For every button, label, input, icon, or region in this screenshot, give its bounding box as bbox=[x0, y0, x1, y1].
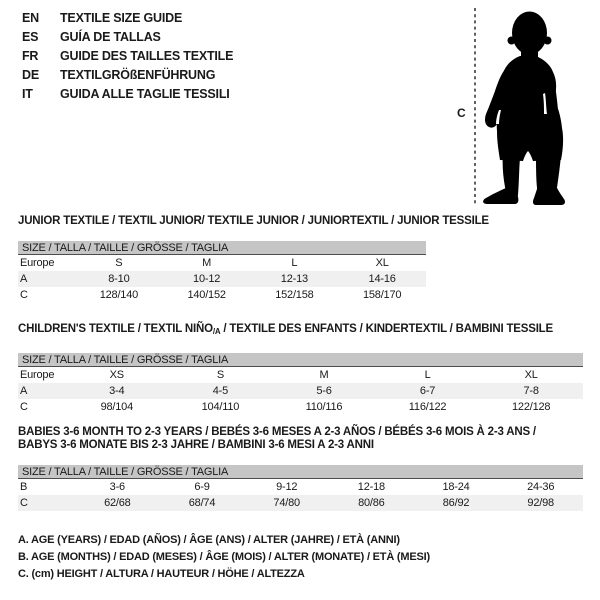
value-cell: 10-12 bbox=[193, 273, 221, 285]
value-cell: 8-10 bbox=[108, 273, 130, 285]
babies-table-title-line1: BABIES 3-6 MONTH TO 2-3 YEARS / BEBÉS 3-6 MESES A 2-3 AÑOS / BÉBÉS 3-6 MOIS À 2-3 ANS / bbox=[18, 426, 536, 438]
language-title: GUIDA ALLE TAGLIE TESSILI bbox=[60, 86, 230, 101]
value-cell: 158/170 bbox=[362, 289, 402, 301]
value-cell: 18-24 bbox=[442, 481, 470, 493]
row-label: C bbox=[20, 497, 28, 509]
legend-a: A. AGE (YEARS) / EDAD (AÑOS) / ÂGE (ANS) / ALTER (JAHRE) / ETÀ (ANNI) bbox=[18, 534, 400, 546]
table-row-months bbox=[18, 479, 583, 495]
title-subscript: /A bbox=[212, 327, 221, 336]
value-cell: 9-12 bbox=[276, 481, 298, 493]
height-measure-label: C bbox=[457, 106, 466, 120]
language-title: TEXTILE SIZE GUIDE bbox=[60, 10, 183, 25]
row-label: A bbox=[20, 273, 28, 285]
value-cell: 116/122 bbox=[408, 401, 447, 413]
value-cell: 12-18 bbox=[357, 481, 385, 493]
value-cell: 3-4 bbox=[109, 385, 125, 397]
value-cell: 6-7 bbox=[419, 385, 436, 397]
value-cell: 86/92 bbox=[442, 497, 470, 509]
size-cell: S bbox=[115, 257, 123, 269]
table-row-age bbox=[18, 383, 583, 399]
size-header-bar: SIZE / TALLA / TAILLE / GRÖSSE / TAGLIA bbox=[18, 353, 583, 367]
childrens-textile-table bbox=[18, 323, 583, 415]
value-cell: 24-36 bbox=[527, 481, 555, 493]
table-row-height bbox=[18, 495, 583, 511]
language-row-fr bbox=[22, 46, 233, 65]
table-row-europe bbox=[18, 255, 426, 271]
value-cell: 14-16 bbox=[368, 273, 396, 285]
size-cell: L bbox=[424, 369, 431, 381]
value-cell: 92/98 bbox=[527, 497, 554, 509]
row-label: Europe bbox=[20, 369, 55, 381]
value-cell: 62/68 bbox=[104, 497, 131, 509]
language-code: ES bbox=[22, 29, 39, 44]
value-cell: 6-9 bbox=[194, 481, 210, 493]
row-label: A bbox=[20, 385, 28, 397]
language-title: GUIDE DES TAILLES TEXTILE bbox=[60, 48, 234, 63]
language-code: FR bbox=[22, 48, 39, 63]
table-row-age bbox=[18, 271, 426, 287]
size-header-bar: SIZE / TALLA / TAILLE / GRÖSSE / TAGLIA bbox=[18, 465, 583, 479]
title-part: CHILDREN'S TEXTILE / TEXTIL NIÑO bbox=[18, 323, 213, 335]
baby-silhouette bbox=[472, 2, 578, 210]
value-cell: 4-5 bbox=[212, 385, 229, 397]
size-cell: XL bbox=[375, 257, 389, 269]
table-row-europe bbox=[18, 367, 583, 383]
language-row-it bbox=[22, 84, 233, 103]
row-label: C bbox=[20, 401, 28, 413]
legend-c: C. (cm) HEIGHT / ALTURA / HAUTEUR / HÖHE / ALTEZZA bbox=[18, 568, 305, 580]
language-code: IT bbox=[22, 86, 33, 101]
value-cell: 68/74 bbox=[188, 497, 216, 509]
row-label: B bbox=[20, 481, 28, 493]
language-title: TEXTILGRÖßENFÜHRUNG bbox=[60, 67, 216, 82]
value-cell: 140/152 bbox=[187, 289, 226, 301]
value-cell: 7-8 bbox=[523, 385, 539, 397]
language-title-list bbox=[22, 8, 233, 103]
table-row-height bbox=[18, 287, 426, 303]
junior-table-title: JUNIOR TEXTILE / TEXTIL JUNIOR/ TEXTILE JUNIOR / JUNIORTEXTIL / JUNIOR TESSILE bbox=[18, 215, 489, 227]
legend-b: B. AGE (MONTHS) / EDAD (MESES) / ÂGE (MOIS) / ALTER (MONATE) / ETÀ (MESI) bbox=[18, 551, 430, 563]
babies-textile-table bbox=[18, 426, 583, 511]
value-cell: 12-13 bbox=[280, 273, 308, 285]
size-cell: S bbox=[216, 369, 224, 381]
value-cell: 128/140 bbox=[99, 289, 139, 301]
value-cell: 74/80 bbox=[273, 497, 300, 509]
babies-table-title-line2: BABYS 3-6 MONATE BIS 2-3 JAHRE / BAMBINI 3-6 MESI A 2-3 ANNI bbox=[18, 439, 374, 451]
size-header-bar: SIZE / TALLA / TAILLE / GRÖSSE / TAGLIA bbox=[18, 241, 426, 255]
language-row-es bbox=[22, 27, 233, 46]
value-cell: 80/86 bbox=[358, 497, 385, 509]
value-cell: 5-6 bbox=[316, 385, 332, 397]
value-cell: 152/158 bbox=[275, 289, 314, 301]
measure-legend bbox=[18, 532, 430, 583]
table-row-height bbox=[18, 399, 583, 415]
value-cell: 104/110 bbox=[201, 401, 240, 413]
childrens-table-title bbox=[18, 323, 583, 338]
row-label: C bbox=[20, 289, 28, 301]
value-cell: 3-6 bbox=[109, 481, 125, 493]
language-row-de bbox=[22, 65, 233, 84]
size-cell: M bbox=[202, 257, 212, 269]
language-code: EN bbox=[22, 10, 39, 25]
size-cell: M bbox=[319, 369, 329, 381]
language-title: GUÍA DE TALLAS bbox=[60, 29, 161, 44]
language-code: DE bbox=[22, 67, 39, 82]
value-cell: 122/128 bbox=[511, 401, 551, 413]
row-label: Europe bbox=[20, 257, 55, 269]
value-cell: 98/104 bbox=[100, 401, 134, 413]
size-cell: L bbox=[291, 257, 298, 269]
title-part: / TEXTILE DES ENFANTS / KINDERTEXTIL / BAMBINI TESSILE bbox=[220, 323, 553, 335]
size-cell: XS bbox=[109, 369, 124, 381]
size-cell: XL bbox=[524, 369, 538, 381]
junior-textile-table bbox=[18, 215, 489, 303]
language-row-en bbox=[22, 8, 233, 27]
value-cell: 110/116 bbox=[305, 401, 343, 413]
